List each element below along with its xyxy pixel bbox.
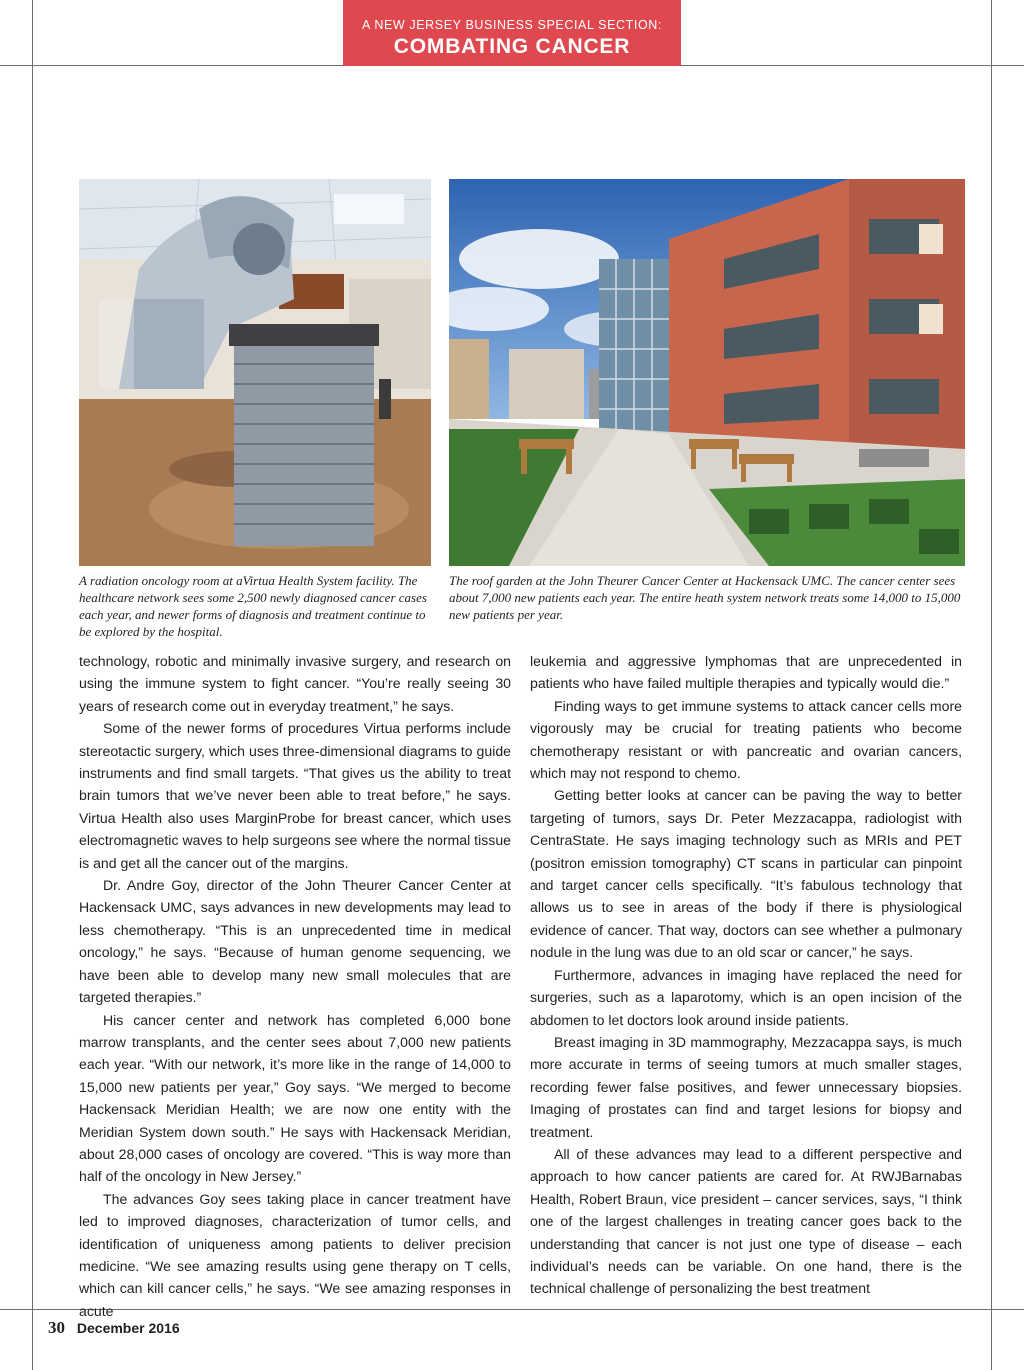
article-paragraph: technology, robotic and minimally invasive surgery, and research on using the immune system to fight cancer. “You’re really seeing 30 years of research come out in everyday treatment,” he says. xyxy=(79,653,511,714)
article-column-right xyxy=(530,650,962,1300)
article-paragraph: Some of the newer forms of procedures Virtua performs include stereotactic surgery, which uses three-dimensional diagrams to guide instruments and find small targets. “That gives us the ability to treat brain tumors that we’ve never been able to treat before,” he says. Virtua Health also uses MarginProbe for breast cancer, which uses electromagnetic waves to help surgeons see where the normal tissue is and get all the cancer out of the margins. xyxy=(79,720,511,871)
article-paragraph: Getting better looks at cancer can be paving the way to better targeting of tumors, says Dr. Peter Mezzacappa, radiologist with CentraState. He says imaging technology such as MRIs and PET (positron emission tomography) CT scans in particular can pinpoint and target cancer cells specifically. “It’s fabulous technology that allows us to see in areas of the body if there is physiological evidence of cancer. That way, doctors can see whether a pulmonary nodule in the lung was due to an old scar or cancer,” he says. xyxy=(530,787,962,961)
section-title: COMBATING CANCER xyxy=(393,35,631,58)
article-paragraph: Furthermore, advances in imaging have replaced the need for surgeries, such as a laparotomy, which is an open incision of the abdomen to let doctors look around inside patients. xyxy=(530,966,962,1028)
right-photo-caption: The roof garden at the John Theurer Cancer Center at Hackensack UMC. The cancer center sees about 7,000 new patients each year. The entire heath system network treats some 14,000 to 15,000 new patients per year. xyxy=(449,573,961,622)
section-kicker: A NEW JERSEY BUSINESS SPECIAL SECTION: xyxy=(362,18,662,32)
radiation-room-photo xyxy=(79,179,431,566)
article-paragraph: His cancer center and network has completed 6,000 bone marrow transplants, and the center sees about 7,000 new patients each year. “With our network, it’s more like in the range of 14,000 to 15,000 new patients per year,” Goy says. “We merged to become Hackensack Meridian Health; we are now one entity with the Meridian System down south.” He says with Hackensack Meridian, about 28,000 cases of oncology are covered. “This is way more than half of the oncology in New Jersey.” xyxy=(79,1011,511,1185)
page-number: 30 xyxy=(48,1318,65,1337)
article-paragraph: The advances Goy sees taking place in cancer treatment have led to improved diagnoses, characterization of tumor cells, and identification of uniqueness among patients to deliver precision medicine. “We see amazing results using gene therapy on T cells, which can kill cancer cells,” he says. “We see amazing responses in acute xyxy=(79,1190,511,1319)
roof-garden-photo xyxy=(449,179,965,566)
right-frame-line xyxy=(991,0,992,1370)
page-footer xyxy=(48,1318,180,1338)
section-banner xyxy=(343,0,681,66)
issue-date: December 2016 xyxy=(76,1320,180,1336)
article-paragraph: Dr. Andre Goy, director of the John Theurer Cancer Center at Hackensack UMC, says advances in new developments may lead to less chemotherapy. “This is an unprecedented time in medical oncology,” he says. “Because of human genome sequencing, we have been able to develop many new small molecules that are targeted therapies.” xyxy=(79,877,511,1006)
left-photo-caption: A radiation oncology room at aVirtua Health System facility. The healthcare network sees some 2,500 newly diagnosed cancer cases each year, and newer forms of diagnosis and treatment continue to be explored by the hospital. xyxy=(79,573,427,639)
article-column-left xyxy=(79,650,511,1322)
article-paragraph: Breast imaging in 3D mammography, Mezzacappa says, is much more accurate in terms of seeing tumors at much smaller stages, recording fewer false positives, and fewer unnecessary biopsies. Imaging of prostates can find and target lesions for biopsy and treatment. xyxy=(530,1033,962,1140)
article-paragraph: Finding ways to get immune systems to attack cancer cells more vigorously may be crucial for treating patients who become chemotherapy resistant or with pancreatic and ovarian cancers, which may not respond to chemo. xyxy=(530,697,962,782)
left-frame-line xyxy=(32,0,33,1370)
article-paragraph: All of these advances may lead to a different perspective and approach to how cancer patients are cared for. At RWJBarnabas Health, Robert Braun, vice president – cancer services, says, “I think one of the largest challenges in treating cancer goes back to the understanding that cancer is not just one type of disease – each individual’s needs can be variable. On one hand, there is the technical challenge of personalizing the best treatment xyxy=(530,1145,962,1297)
article-paragraph: leukemia and aggressive lymphomas that are unprecedented in patients who have failed multiple therapies and typically would die.” xyxy=(530,653,962,692)
